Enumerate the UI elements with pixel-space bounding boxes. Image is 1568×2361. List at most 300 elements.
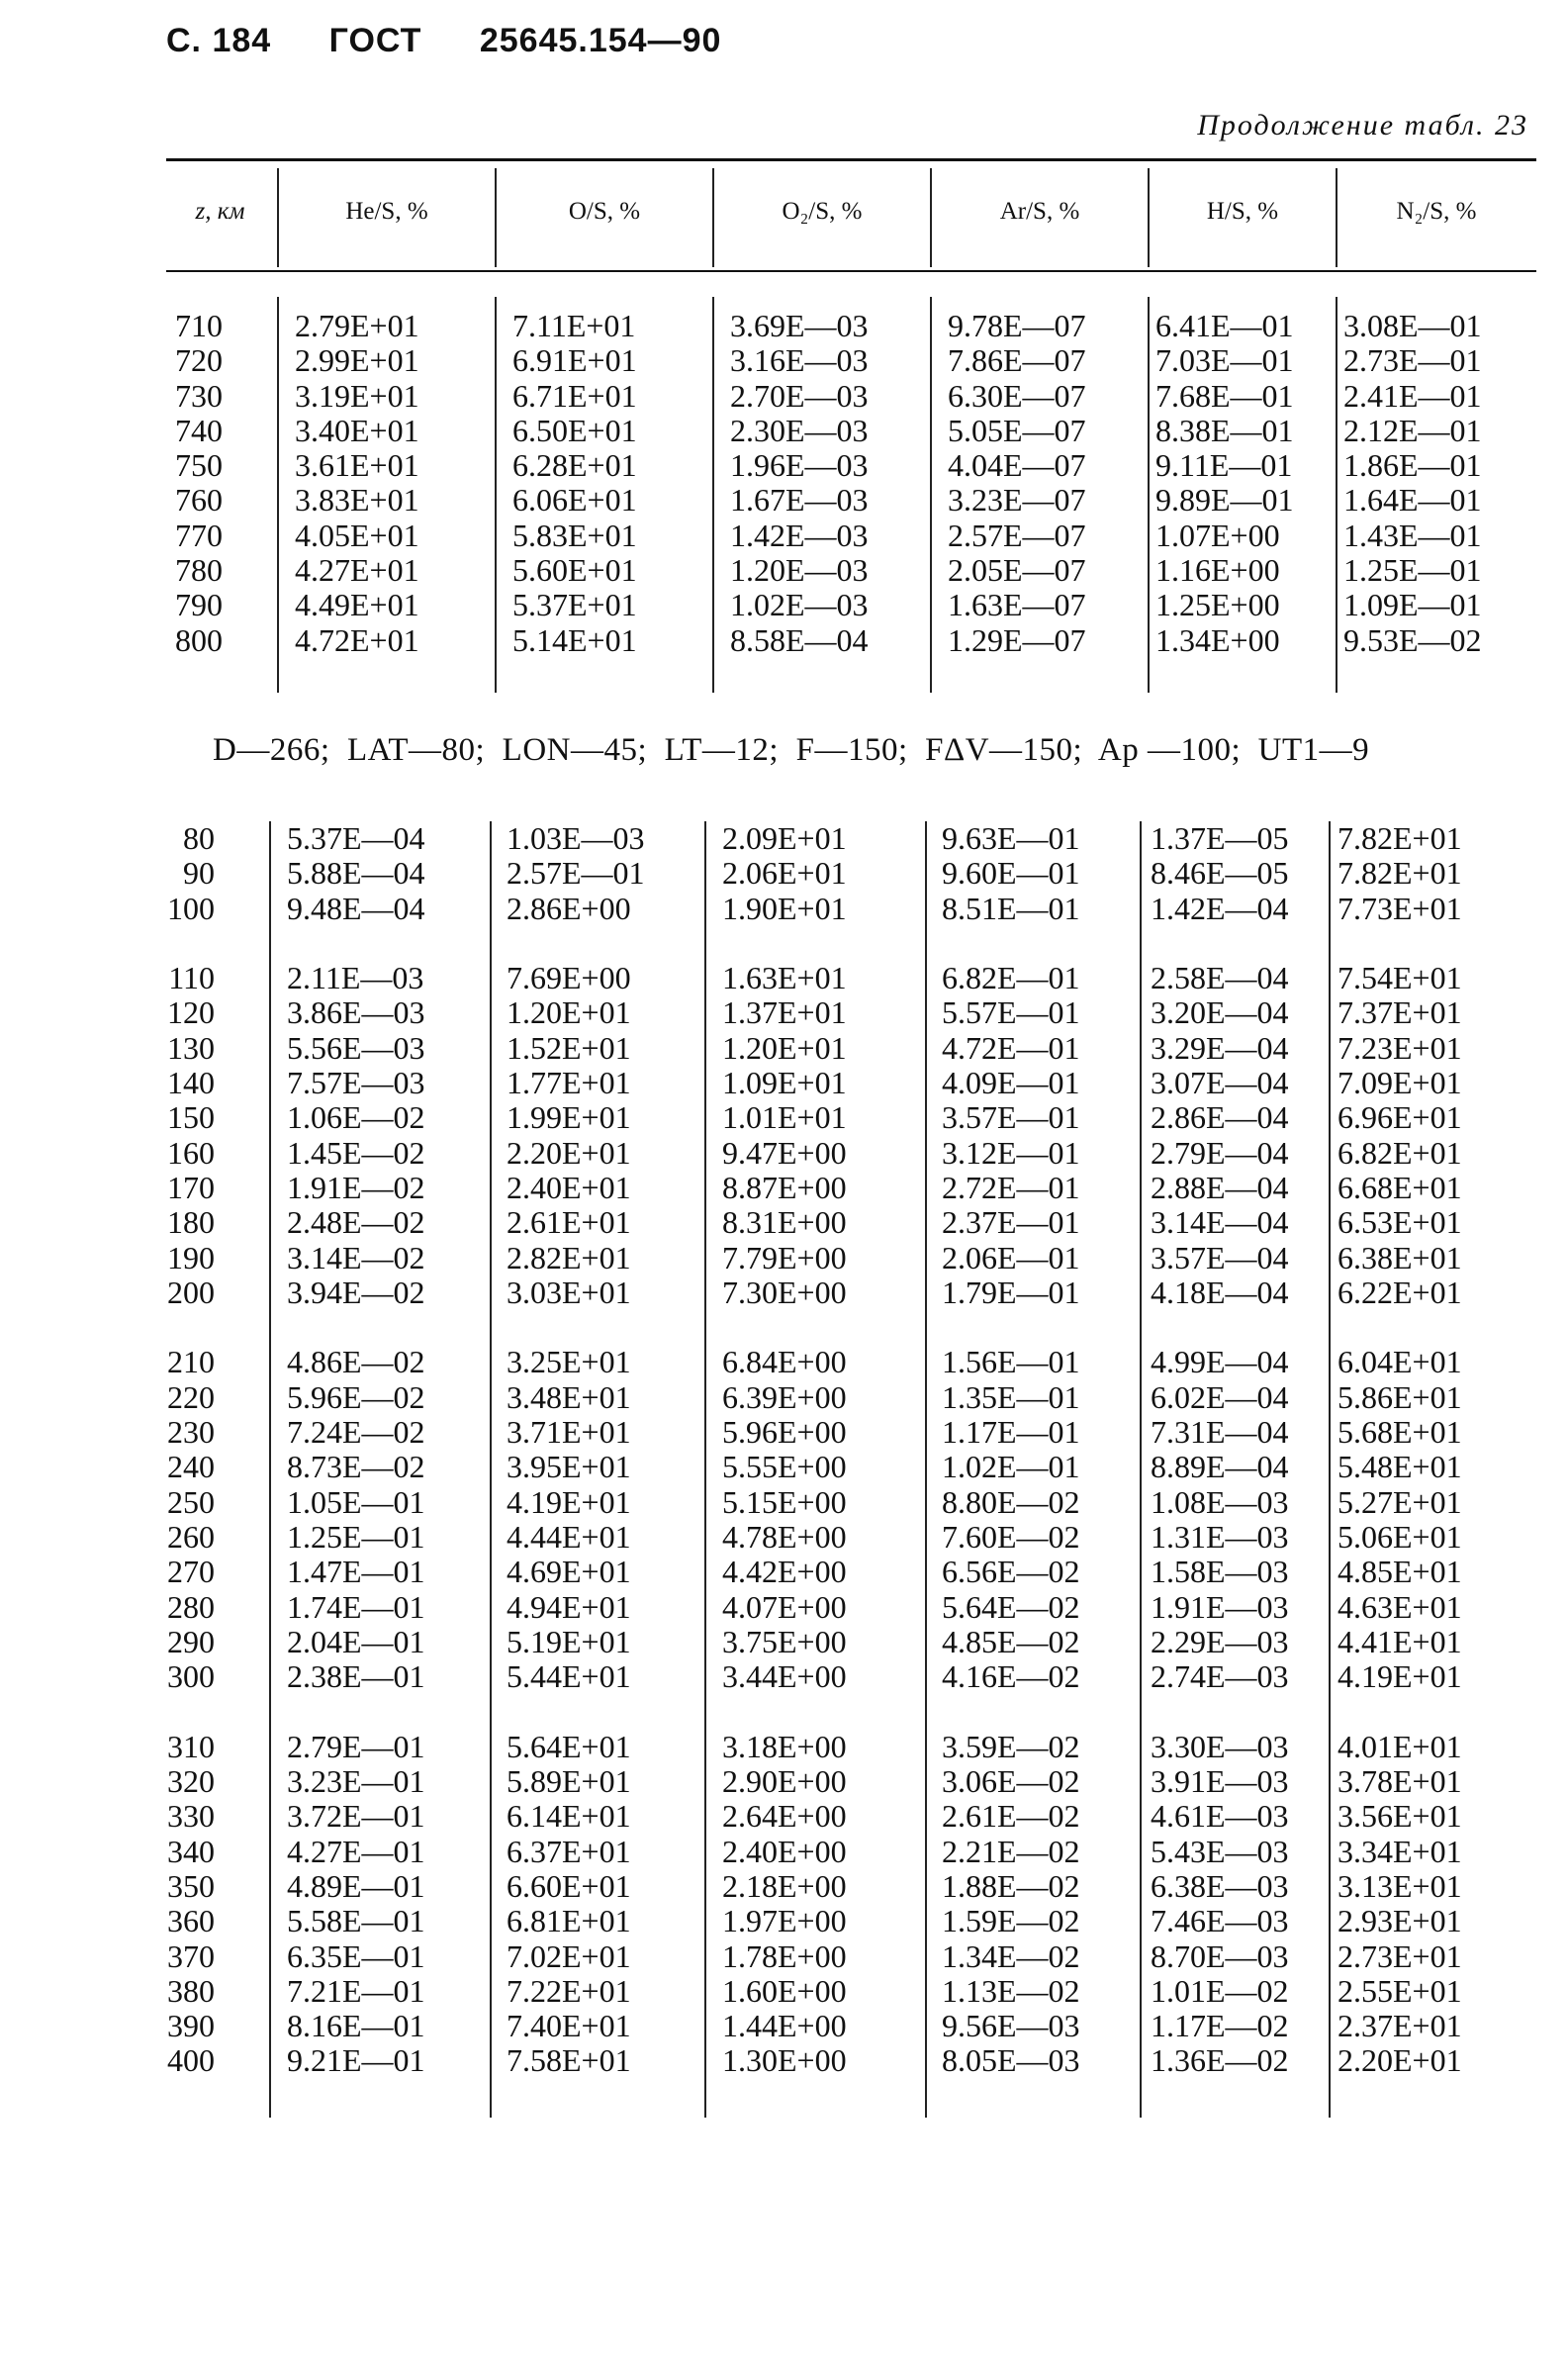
column-divider [925, 821, 927, 2118]
table-cell: 4.16E—02 [942, 1658, 1080, 1695]
table-cell: 3.83E+01 [295, 482, 419, 519]
table-cell: 1.36E—02 [1151, 2042, 1289, 2079]
table-cell: 260 [167, 1518, 215, 1555]
table-cell: 4.85E+01 [1337, 1554, 1462, 1590]
table-cell: 3.30E—03 [1151, 1728, 1289, 1764]
table-cell: 720 [175, 342, 223, 379]
table-cell: 1.09E—01 [1343, 587, 1482, 623]
table-cell: 1.79E—01 [942, 1274, 1080, 1310]
table-cell: 3.25E+01 [507, 1344, 631, 1380]
table-cell: 3.75E+00 [722, 1623, 847, 1659]
table-cell: 3.59E—02 [942, 1728, 1080, 1764]
table-cell: 2.58E—04 [1151, 960, 1289, 996]
table-cell: 9.56E—03 [942, 2008, 1080, 2044]
table-cell: 130 [167, 1029, 215, 1066]
table-cell: 3.61E+01 [295, 447, 419, 484]
table-cell: 750 [175, 447, 223, 484]
table-cell: 5.68E+01 [1337, 1414, 1462, 1451]
table-cell: 790 [175, 587, 223, 623]
table-cell: 7.23E+01 [1337, 1029, 1462, 1066]
table-cell: 270 [167, 1554, 215, 1590]
column-divider [1329, 821, 1331, 2118]
table-cell: 2.88E—04 [1151, 1169, 1289, 1205]
table-cell: 2.20E+01 [507, 1134, 631, 1171]
table-cell: 4.27E—01 [287, 1833, 425, 1869]
table-cell: 800 [175, 621, 223, 658]
block2-n2 [1337, 821, 1462, 2079]
table-cell: 1.13E—02 [942, 1972, 1080, 2009]
block1-h [1155, 309, 1294, 658]
block2-o2 [722, 821, 847, 2079]
column-divider [277, 297, 279, 693]
table-cell: 1.91E—02 [287, 1169, 425, 1205]
table-cell: 170 [167, 1169, 215, 1205]
group-spacer [942, 926, 1080, 961]
table-cell: 9.78E—07 [948, 308, 1086, 343]
table-cell: 350 [167, 1867, 215, 1904]
table-cell: 1.44E+00 [722, 2008, 847, 2044]
column-divider [704, 821, 706, 2118]
table-cell: 2.06E+01 [722, 855, 847, 892]
table-cell: 5.86E+01 [1337, 1378, 1462, 1415]
table-cell: 5.37E+01 [512, 587, 637, 623]
table-cell: 1.42E—04 [1151, 890, 1289, 926]
table-cell: 3.03E+01 [507, 1274, 631, 1310]
table-cell: 9.60E—01 [942, 855, 1080, 892]
table-cell: 1.09E+01 [722, 1065, 847, 1101]
table-cell: 6.50E+01 [512, 412, 637, 448]
column-divider [1336, 297, 1337, 693]
table-cell: 2.82E+01 [507, 1239, 631, 1275]
table-cell: 2.57E—07 [948, 517, 1086, 553]
group-spacer [134, 926, 215, 961]
block2-he [287, 821, 425, 2079]
table-cell: 3.08E—01 [1343, 308, 1482, 343]
table-cell: 3.91E—03 [1151, 1763, 1289, 1800]
table-cell: 9.21E—01 [287, 2042, 425, 2079]
table-cell: 140 [167, 1065, 215, 1101]
col-header-he: He/S, % [345, 198, 428, 225]
table-cell: 3.19E+01 [295, 377, 419, 414]
table-cell: 3.57E—01 [942, 1099, 1080, 1136]
table-cell: 200 [167, 1274, 215, 1310]
table-cell: 5.88E—04 [287, 855, 425, 892]
table-cell: 6.82E—01 [942, 960, 1080, 996]
table-cell: 280 [167, 1588, 215, 1625]
table-cell: 2.21E—02 [942, 1833, 1080, 1869]
table-cell: 1.42E—03 [730, 517, 869, 553]
table-cell: 7.69E+00 [507, 960, 631, 996]
table-cell: 3.23E—07 [948, 482, 1086, 519]
table-cell: 4.27E+01 [295, 552, 419, 589]
col-header-z: z, км [195, 198, 245, 225]
table-cell: 6.37E+01 [507, 1833, 631, 1869]
table-cell: 2.74E—03 [1151, 1658, 1289, 1695]
table-cell: 710 [175, 308, 223, 343]
table-cell: 6.82E+01 [1337, 1134, 1462, 1171]
table-cell: 3.95E+01 [507, 1449, 631, 1485]
group-spacer [1151, 1694, 1289, 1729]
table-cell: 3.72E—01 [287, 1798, 425, 1835]
table-cell: 4.42E+00 [722, 1554, 847, 1590]
table-cell: 6.53E+01 [1337, 1204, 1462, 1241]
table-cell: 1.45E—02 [287, 1134, 425, 1171]
table-cell: 8.31E+00 [722, 1204, 847, 1241]
table-cell: 1.01E+01 [722, 1099, 847, 1136]
table-cell: 90 [183, 855, 215, 892]
table-cell: 3.40E+01 [295, 412, 419, 448]
table-cell: 9.48E—04 [287, 890, 425, 926]
table-cell: 400 [167, 2042, 215, 2079]
table-cell: 3.14E—02 [287, 1239, 425, 1275]
col-header-n2: N₂/S, % [1396, 198, 1477, 225]
table-cell: 9.11E—01 [1155, 447, 1293, 484]
table-cell: 1.74E—01 [287, 1588, 425, 1625]
table-cell: 4.72E—01 [942, 1029, 1080, 1066]
table-cell: 6.14E+01 [507, 1798, 631, 1835]
table-cell: 2.64E+00 [722, 1798, 847, 1835]
table-cell: 2.55E+01 [1337, 1972, 1462, 2009]
table-cell: 7.73E+01 [1337, 890, 1462, 926]
table-cell: 1.05E—01 [287, 1483, 425, 1520]
column-divider [1148, 297, 1150, 693]
table-cell: 770 [175, 517, 223, 553]
table-cell: 2.61E—02 [942, 1798, 1080, 1835]
table-cell: 4.19E+01 [1337, 1658, 1462, 1695]
table-cell: 1.34E+00 [1155, 621, 1280, 658]
table-cell: 1.37E—05 [1151, 820, 1289, 856]
parameter-line: D—266; LAT—80; LON—45; LT—12; F—150; FΔV—150; Ap —100; UT1—9 [213, 732, 1370, 768]
table-cell: 2.61E+01 [507, 1204, 631, 1241]
header-bottom-rule [166, 270, 1536, 272]
table-cell: 4.94E+01 [507, 1588, 631, 1625]
col-header-h: H/S, % [1206, 198, 1279, 225]
table-cell: 9.53E—02 [1343, 621, 1482, 658]
group-spacer [1151, 1310, 1289, 1345]
table-cell: 1.07E+00 [1155, 517, 1280, 553]
table-cell: 740 [175, 412, 223, 448]
table-cell: 6.35E—01 [287, 1937, 425, 1974]
table-cell: 4.05E+01 [295, 517, 419, 553]
table-cell: 6.91E+01 [512, 342, 637, 379]
table-cell: 180 [167, 1204, 215, 1241]
table-cell: 7.57E—03 [287, 1065, 425, 1101]
table-cell: 1.17E—01 [942, 1414, 1080, 1451]
table-cell: 3.14E—04 [1151, 1204, 1289, 1241]
table-cell: 8.58E—04 [730, 621, 869, 658]
table-cell: 1.58E—03 [1151, 1554, 1289, 1590]
table-cell: 1.96E—03 [730, 447, 869, 484]
table-cell: 7.68E—01 [1155, 377, 1294, 414]
table-cell: 3.13E+01 [1337, 1867, 1462, 1904]
table-cell: 1.08E—03 [1151, 1483, 1289, 1520]
table-cell: 380 [167, 1972, 215, 2009]
table-cell: 1.90E+01 [722, 890, 847, 926]
table-cell: 5.19E+01 [507, 1623, 631, 1659]
table-cell: 3.18E+00 [722, 1728, 847, 1764]
table-cell: 7.03E—01 [1155, 342, 1294, 379]
table-cell: 1.02E—03 [730, 587, 869, 623]
table-cell: 4.19E+01 [507, 1483, 631, 1520]
col-header-ar: Ar/S, % [999, 198, 1080, 225]
table-cell: 80 [183, 820, 215, 856]
table-cell: 5.27E+01 [1337, 1483, 1462, 1520]
table-cell: 1.63E—07 [948, 587, 1086, 623]
col-header-o2: O₂/S, % [782, 198, 863, 225]
block1-he [295, 309, 419, 658]
table-cell: 7.79E+00 [722, 1239, 847, 1275]
table-cell: 4.18E—04 [1151, 1274, 1289, 1310]
table-cell: 3.94E—02 [287, 1274, 425, 1310]
table-cell: 4.72E+01 [295, 621, 419, 658]
group-spacer [1337, 926, 1462, 961]
table-cell: 2.93E+01 [1337, 1903, 1462, 1939]
table-cell: 300 [167, 1658, 215, 1695]
table-cell: 5.05E—07 [948, 412, 1086, 448]
table-cell: 2.05E—07 [948, 552, 1086, 589]
table-cell: 4.99E—04 [1151, 1344, 1289, 1380]
table-cell: 5.96E—02 [287, 1378, 425, 1415]
table-cell: 7.40E+01 [507, 2008, 631, 2044]
block1-o [512, 309, 637, 658]
table-cell: 2.12E—01 [1343, 412, 1482, 448]
table-cell: 3.12E—01 [942, 1134, 1080, 1171]
table-cell: 1.77E+01 [507, 1065, 631, 1101]
table-cell: 8.87E+00 [722, 1169, 847, 1205]
page-number: С. 184 [166, 22, 272, 59]
table-cell: 4.69E+01 [507, 1554, 631, 1590]
table-cell: 7.24E—02 [287, 1414, 425, 1451]
table-cell: 6.28E+01 [512, 447, 637, 484]
column-divider [1140, 821, 1142, 2118]
table-cell: 1.59E—02 [942, 1903, 1080, 1939]
table-cell: 9.47E+00 [722, 1134, 847, 1171]
table-cell: 5.06E+01 [1337, 1518, 1462, 1555]
table-cell: 5.43E—03 [1151, 1833, 1289, 1869]
table-cell: 220 [167, 1378, 215, 1415]
table-cell: 5.57E—01 [942, 994, 1080, 1031]
table-cell: 3.07E—04 [1151, 1065, 1289, 1101]
table-cell: 2.11E—03 [287, 960, 424, 996]
table-cell: 7.11E+01 [512, 308, 636, 343]
table-cell: 3.16E—03 [730, 342, 869, 379]
table-cell: 310 [167, 1728, 215, 1764]
table-cell: 5.64E+01 [507, 1728, 631, 1764]
table-cell: 7.37E+01 [1337, 994, 1462, 1031]
group-spacer [942, 1310, 1080, 1345]
table-cell: 3.56E+01 [1337, 1798, 1462, 1835]
table-cell: 160 [167, 1134, 215, 1171]
table-cell: 4.41E+01 [1337, 1623, 1462, 1659]
table-cell: 120 [167, 994, 215, 1031]
table-cell: 7.21E—01 [287, 1972, 425, 2009]
table-cell: 2.37E+01 [1337, 2008, 1462, 2044]
table-cell: 6.56E—02 [942, 1554, 1080, 1590]
continuation-caption: Продолжение табл. 23 [1197, 109, 1528, 142]
table-cell: 2.04E—01 [287, 1623, 425, 1659]
group-spacer [1337, 1310, 1462, 1345]
group-spacer [134, 1310, 215, 1345]
table-cell: 4.44E+01 [507, 1518, 631, 1555]
table-cell: 6.30E—07 [948, 377, 1086, 414]
table-cell: 3.44E+00 [722, 1658, 847, 1695]
table-cell: 5.58E—01 [287, 1903, 425, 1939]
table-cell: 7.46E—03 [1151, 1903, 1289, 1939]
table-cell: 2.86E—04 [1151, 1099, 1289, 1136]
table-cell: 1.88E—02 [942, 1867, 1080, 1904]
table-cell: 5.44E+01 [507, 1658, 631, 1695]
column-divider [930, 297, 932, 693]
block1-ar [948, 309, 1086, 658]
col-header-o: O/S, % [568, 198, 641, 225]
group-spacer [507, 1310, 645, 1345]
block2-z [134, 821, 215, 2079]
table-cell: 6.04E+01 [1337, 1344, 1462, 1380]
table-cell: 6.96E+01 [1337, 1099, 1462, 1136]
table-cell: 6.68E+01 [1337, 1169, 1462, 1205]
table-cell: 4.07E+00 [722, 1588, 847, 1625]
table-cell: 6.84E+00 [722, 1344, 847, 1380]
table-cell: 240 [167, 1449, 215, 1485]
standard-label: ГОСТ [328, 22, 422, 59]
table-cell: 1.37E+01 [722, 994, 847, 1031]
table-cell: 150 [167, 1099, 215, 1136]
table-cell: 2.48E—02 [287, 1204, 425, 1241]
table-cell: 1.67E—03 [730, 482, 869, 519]
table-cell: 1.06E—02 [287, 1099, 425, 1136]
table-cell: 6.39E+00 [722, 1378, 847, 1415]
table-cell: 1.20E+01 [507, 994, 631, 1031]
group-spacer [287, 1310, 425, 1345]
table-cell: 5.83E+01 [512, 517, 637, 553]
table-cell: 3.23E—01 [287, 1763, 425, 1800]
table-cell: 4.49E+01 [295, 587, 419, 623]
table-cell: 1.64E—01 [1343, 482, 1482, 519]
table-cell: 2.70E—03 [730, 377, 869, 414]
table-cell: 3.69E—03 [730, 308, 869, 343]
table-cell: 5.56E—03 [287, 1029, 425, 1066]
table-cell: 1.34E—02 [942, 1937, 1080, 1974]
block2-o [507, 821, 645, 2079]
table-cell: 1.60E+00 [722, 1972, 847, 2009]
table-cell: 6.41E—01 [1155, 308, 1294, 343]
table-cell: 3.06E—02 [942, 1763, 1080, 1800]
table-cell: 5.48E+01 [1337, 1449, 1462, 1485]
table-cell: 5.55E+00 [722, 1449, 847, 1485]
group-spacer [722, 1310, 847, 1345]
table-cell: 2.79E—04 [1151, 1134, 1289, 1171]
table-cell: 5.60E+01 [512, 552, 637, 589]
table-cell: 2.79E+01 [295, 308, 419, 343]
table-cell: 1.01E—02 [1151, 1972, 1289, 2009]
table-cell: 2.57E—01 [507, 855, 645, 892]
group-spacer [722, 926, 847, 961]
table-cell: 8.51E—01 [942, 890, 1080, 926]
table-cell: 5.15E+00 [722, 1483, 847, 1520]
group-spacer [134, 1694, 215, 1729]
table-cell: 2.73E—01 [1343, 342, 1482, 379]
table-cell: 2.40E+00 [722, 1833, 847, 1869]
table-cell: 2.41E—01 [1343, 377, 1482, 414]
table-cell: 1.02E—01 [942, 1449, 1080, 1485]
table-cell: 8.89E—04 [1151, 1449, 1289, 1485]
table-cell: 8.73E—02 [287, 1449, 425, 1485]
table-cell: 250 [167, 1483, 215, 1520]
table-cell: 230 [167, 1414, 215, 1451]
table-cell: 2.40E+01 [507, 1169, 631, 1205]
table-cell: 6.81E+01 [507, 1903, 631, 1939]
block1-o2 [730, 309, 869, 658]
table-cell: 1.86E—01 [1343, 447, 1482, 484]
table-cell: 2.99E+01 [295, 342, 419, 379]
table-cell: 3.86E—03 [287, 994, 425, 1031]
table-cell: 9.89E—01 [1155, 482, 1294, 519]
table-cell: 2.09E+01 [722, 820, 847, 856]
table-cell: 3.78E+01 [1337, 1763, 1462, 1800]
table-cell: 2.79E—01 [287, 1728, 425, 1764]
table-cell: 4.09E—01 [942, 1065, 1080, 1101]
table-cell: 1.16E+00 [1155, 552, 1280, 589]
table-cell: 8.46E—05 [1151, 855, 1289, 892]
table-cell: 3.34E+01 [1337, 1833, 1462, 1869]
group-spacer [287, 1694, 425, 1729]
table-cell: 2.90E+00 [722, 1763, 847, 1800]
table-cell: 8.38E—01 [1155, 412, 1294, 448]
block1-n2 [1343, 309, 1482, 658]
table-cell: 2.38E—01 [287, 1658, 425, 1695]
table-cell: 1.63E+01 [722, 960, 847, 996]
group-spacer [507, 926, 645, 961]
table-cell: 330 [167, 1798, 215, 1835]
table-cell: 2.86E+00 [507, 890, 631, 926]
table-cell: 1.17E—02 [1151, 2008, 1289, 2044]
table-cell: 340 [167, 1833, 215, 1869]
table-cell: 290 [167, 1623, 215, 1659]
table-cell: 110 [168, 960, 215, 996]
table-cell: 1.03E—03 [507, 820, 645, 856]
table-cell: 1.31E—03 [1151, 1518, 1289, 1555]
block2-h [1151, 821, 1289, 2079]
table-cell: 1.25E+00 [1155, 587, 1280, 623]
table-cell: 7.82E+01 [1337, 820, 1462, 856]
table-cell: 7.86E—07 [948, 342, 1086, 379]
table-cell: 5.64E—02 [942, 1588, 1080, 1625]
table-cell: 1.47E—01 [287, 1554, 425, 1590]
table-cell: 3.20E—04 [1151, 994, 1289, 1031]
table-cell: 1.25E—01 [287, 1518, 425, 1555]
table-cell: 2.06E—01 [942, 1239, 1080, 1275]
table-cell: 2.72E—01 [942, 1169, 1080, 1205]
table-cell: 8.05E—03 [942, 2042, 1080, 2079]
table-cell: 1.25E—01 [1343, 552, 1482, 589]
table-cell: 4.63E+01 [1337, 1588, 1462, 1625]
table-cell: 210 [167, 1344, 215, 1380]
table-cell: 3.57E—04 [1151, 1239, 1289, 1275]
table-cell: 730 [175, 377, 223, 414]
table-cell: 8.80E—02 [942, 1483, 1080, 1520]
table-cell: 5.89E+01 [507, 1763, 631, 1800]
group-spacer [507, 1694, 645, 1729]
table-cell: 1.78E+00 [722, 1937, 847, 1974]
table-cell: 1.56E—01 [942, 1344, 1080, 1380]
table-cell: 4.85E—02 [942, 1623, 1080, 1659]
table-cell: 6.22E+01 [1337, 1274, 1462, 1310]
table-cell: 4.86E—02 [287, 1344, 425, 1380]
table-cell: 5.96E+00 [722, 1414, 847, 1451]
table-cell: 6.38E—03 [1151, 1867, 1289, 1904]
table-cell: 390 [167, 2008, 215, 2044]
table-cell: 1.30E+00 [722, 2042, 847, 2079]
